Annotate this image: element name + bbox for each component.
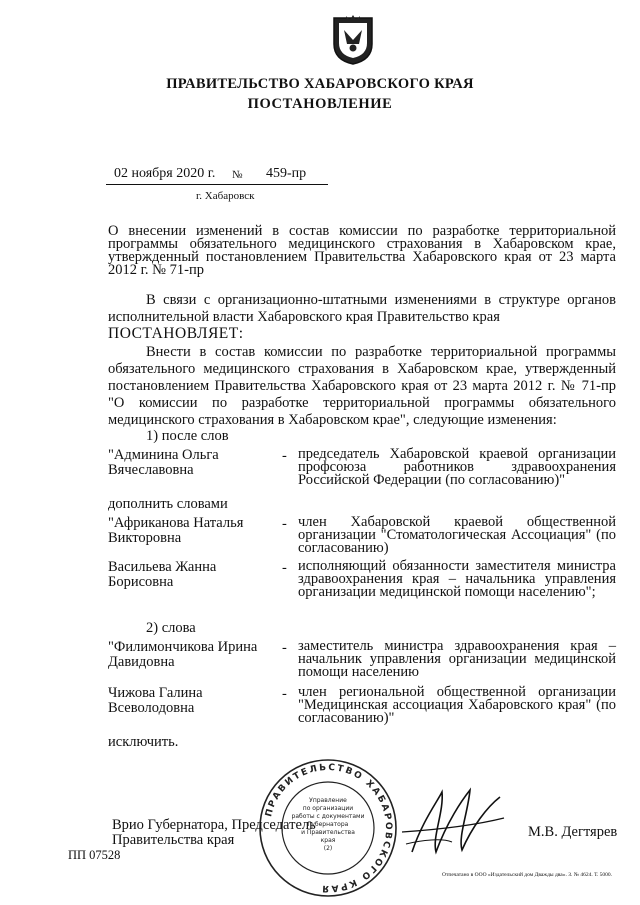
document-date: 02 ноября 2020 г. (114, 166, 216, 181)
member-name: Васильева Жанна Борисовна (108, 559, 217, 590)
member-dash: - (282, 448, 287, 464)
resolves-heading: ПОСТАНОВЛЯЕТ: (108, 325, 244, 342)
seal-line: (2) (323, 845, 333, 852)
document-code: ПП 07528 (68, 848, 121, 862)
seal-line: и Правительства (301, 829, 355, 836)
preamble-paragraph: В связи с организационно-штатными изменениями в структуре органов исполнительной власти Хабаровского края Правительство края (108, 292, 616, 325)
main-paragraph: Внести в состав комиссии по разработке территориальной программы обязательного медицинского страхования в Хабаровском крае, утвержденный постановлением Правительства Хабаровского края от 23 марта 2012 г. № 71-пр "О комиссии по разработке территориальной программы обязательного медицинского страхования в Хабаровском крае", следующие изменения: (108, 344, 616, 428)
seal-line: по организации (302, 805, 354, 812)
member-dash: - (282, 516, 287, 532)
member-position: председатель Хабаровской краевой организации профсоюза работников здравоохранения Российской Федерации (по согласованию)" (298, 446, 616, 488)
date-number-line (106, 166, 328, 185)
coat-of-arms-icon (330, 14, 376, 66)
number-label: № (232, 169, 243, 181)
seal-ring-text: ПРАВИТЕЛЬСТВО ХАБАРОВСКОГО КРАЯ (264, 762, 394, 894)
document-subject: О внесении изменений в состав комиссии по разработке территориальной программы обязательного медицинского страхования в Хабаровском крае, утвержденный постановлением Правительства Хабаровского края от 23 марта 2012 г. № 71-пр (108, 223, 616, 278)
government-title: ПРАВИТЕЛЬСТВО ХАБАРОВСКОГО КРАЯ (166, 76, 474, 92)
document-type: ПОСТАНОВЛЕНИЕ (247, 96, 393, 112)
signatory-position-line: Правительства края (112, 832, 235, 848)
member-position: исполняющий обязанности заместителя министра здравоохранения края – начальника управления организации медицинской помощи населению"; (298, 558, 616, 600)
member-dash: - (282, 560, 287, 576)
clause-1-label: 1) после слов (146, 428, 229, 444)
member-position: член Хабаровской краевой общественной организации "Стоматологическая Ассоциация" (по согласованию) (298, 514, 616, 556)
signatory-name: М.В. Дегтярев (528, 824, 618, 840)
signatory-position (112, 818, 316, 848)
handwritten-signature-icon (392, 782, 512, 862)
exclude-label: исключить. (108, 734, 179, 750)
clause-2-label: 2) слова (146, 620, 196, 636)
member-name: "Админина Ольга Вячеславовна (108, 447, 219, 478)
signatory-position-line: Врио Губернатора, Председатель (112, 817, 316, 833)
document-number: 459-пр (266, 166, 307, 181)
member-name: "Африканова Наталья Викторовна (108, 515, 244, 546)
member-name: Чижова Галина Всеволодовна (108, 685, 203, 716)
member-position: заместитель министра здравоохранения края – начальник управления организации медицинской помощи населению (298, 638, 616, 680)
printer-imprint: Отпечатано в ООО «Издательский дом Дважды два». З. № 4624. Т. 5000. (442, 872, 613, 878)
city: г. Хабаровск (196, 190, 255, 202)
seal-line: работы с документами (291, 813, 365, 820)
member-name: "Филимончикова Ирина Давидовна (108, 639, 258, 670)
member-position: член региональной общественной организации "Медицинская ассоциация Хабаровского края" (по согласованию)" (298, 684, 616, 726)
add-words-label: дополнить словами (108, 496, 228, 512)
member-dash: - (282, 686, 287, 702)
seal-line: края (320, 837, 336, 844)
seal-line: Губернатора (307, 821, 349, 828)
member-dash: - (282, 640, 287, 656)
seal-line: Управление (309, 797, 347, 804)
